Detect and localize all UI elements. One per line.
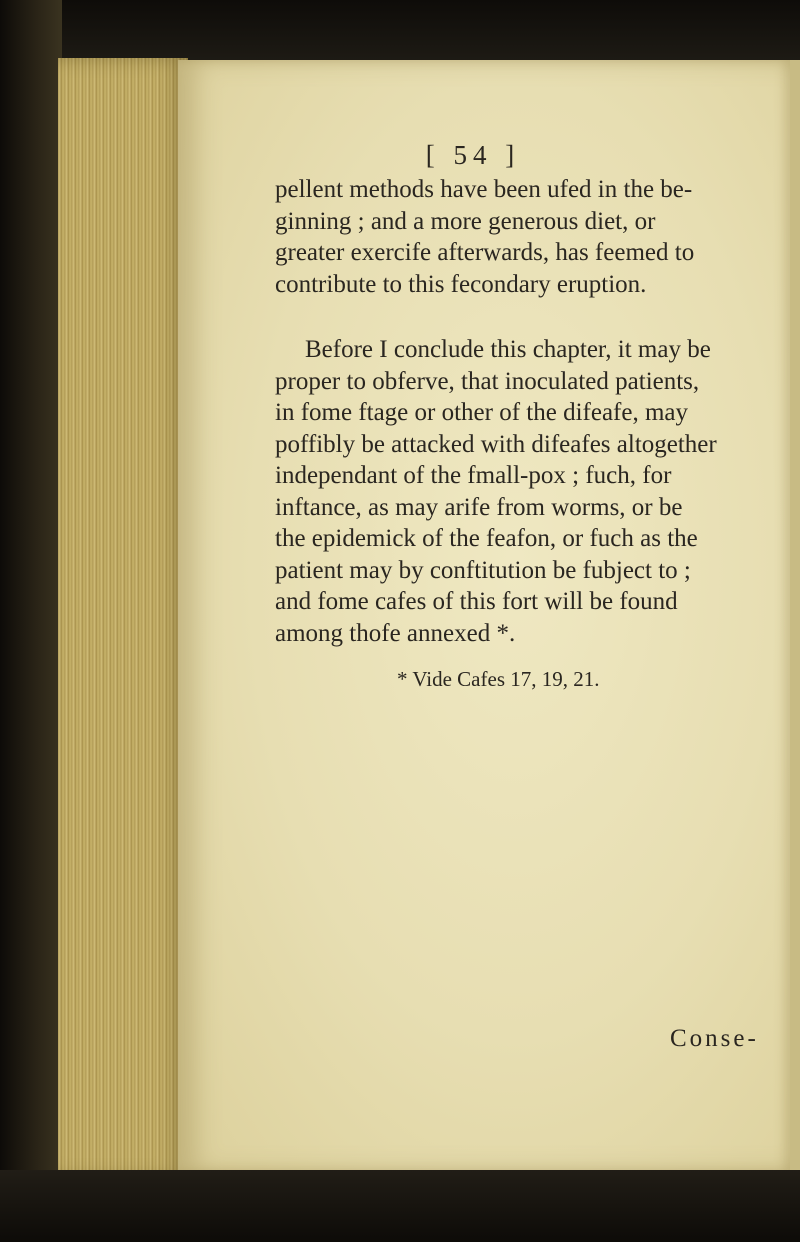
text-line: ginning ; and a more generous diet, or — [275, 207, 656, 235]
page-edges — [58, 58, 188, 1178]
paragraph-2 — [275, 334, 787, 649]
text-line: in fome ftage or other of the difeafe, may — [275, 399, 689, 426]
text-line: greater exercife afterwards, has feemed to — [275, 239, 695, 266]
text-line: patient may by conftitution be fubject to ; — [275, 556, 691, 584]
book-cover-top — [0, 0, 800, 60]
text-line: Before I conclude this chapter, it may be — [305, 336, 711, 363]
catchword: Conse- — [670, 1025, 759, 1052]
paragraph-1 — [275, 174, 787, 300]
book-cover-left — [0, 0, 62, 1242]
text-line: independant of the fmall-pox ; fuch, for — [275, 462, 672, 489]
text-line: inftance, as may arife from worms, or be — [275, 493, 683, 521]
footnote: * Vide Cafes 17, 19, 21. — [397, 667, 600, 691]
text-line: the epidemick of the feafon, or fuch as the — [275, 525, 698, 552]
text-line: proper to obferve, that inoculated patients, — [275, 367, 700, 395]
book-cover-bottom — [0, 1170, 800, 1242]
text-line: pellent methods have been ufed in the be- — [275, 176, 693, 203]
text-line: poffibly be attacked with difeafes altogether — [275, 430, 717, 458]
text-line: and fome cafes of this fort will be found — [275, 588, 678, 615]
page-text — [275, 140, 795, 692]
text-line: among thofe annexed *. — [275, 619, 516, 647]
text-line: contribute to this fecondary eruption. — [275, 270, 647, 298]
page-header: [ 54 ] — [425, 140, 521, 170]
